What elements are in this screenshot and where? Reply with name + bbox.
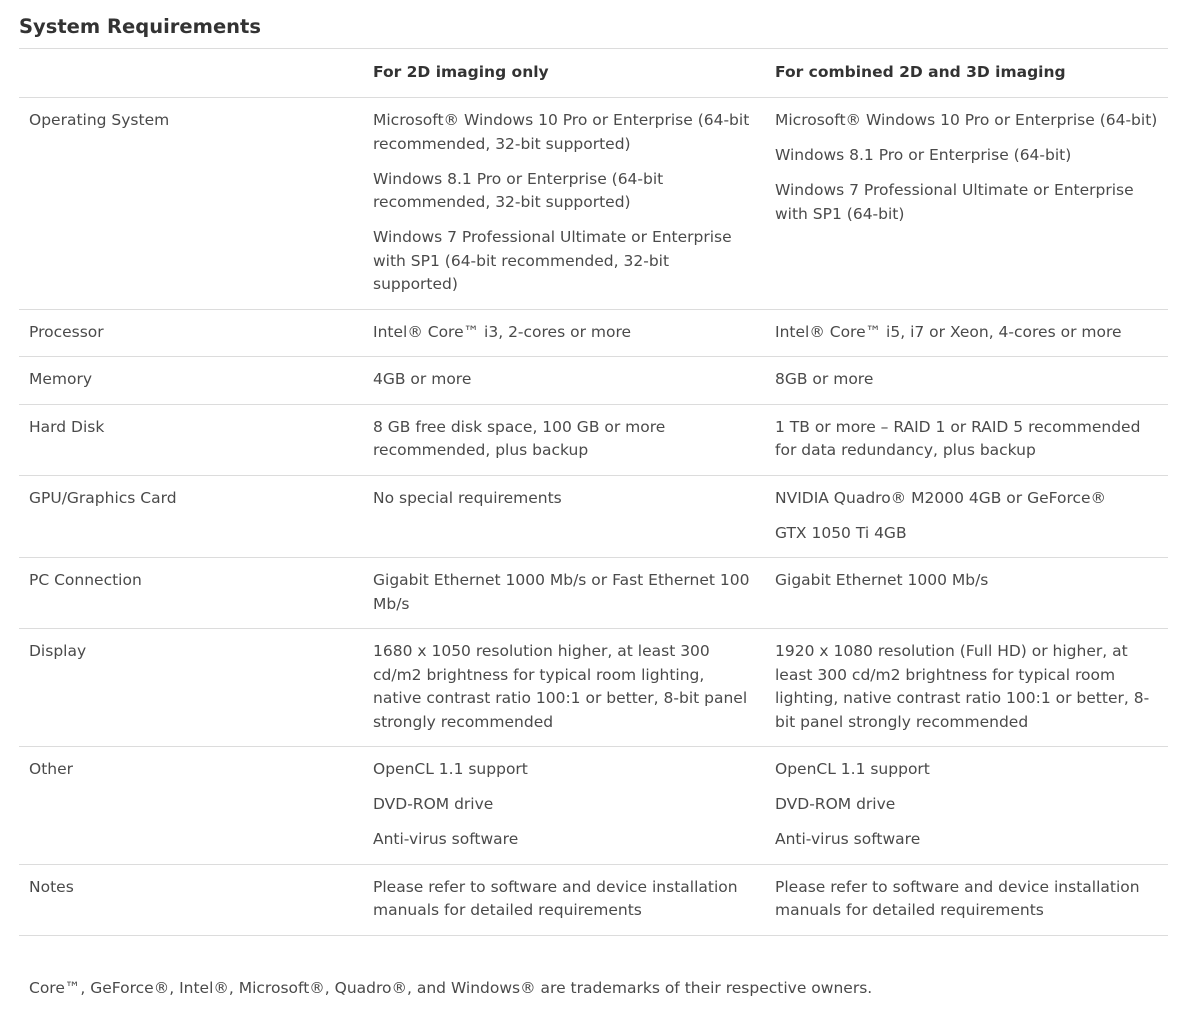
cell-3d — [765, 475, 1168, 558]
table-row — [19, 357, 1168, 405]
cell-line: Anti-virus software — [775, 830, 921, 848]
cell-line: NVIDIA Quadro® M2000 4GB or GeForce® — [775, 488, 1107, 507]
cell-2d — [363, 747, 765, 865]
cell-line: Windows 7 Professional Ultimate or Enterprise with SP1 (64-bit recommended, 32-bit supported) — [373, 228, 732, 293]
cell-line: Microsoft® Windows 10 Pro or Enterprise (64-bit recommended, 32-bit supported) — [373, 111, 750, 153]
table-header-row — [19, 49, 1168, 98]
cell-line: DVD-ROM drive — [775, 795, 896, 813]
cell-2d — [363, 475, 765, 558]
table-row — [19, 475, 1168, 558]
column-header-3d: For combined 2D and 3D imaging — [765, 49, 1168, 98]
cell-3d — [765, 558, 1168, 629]
cell-3d — [765, 309, 1168, 357]
cell-2d — [363, 558, 765, 629]
cell-3d — [765, 404, 1168, 475]
section-title: System Requirements — [19, 15, 261, 38]
trademark-footnote: Core™, GeForce®, Intel®, Microsoft®, Quadro®, and Windows® are trademarks of their respective owners. — [29, 979, 873, 997]
cell-line: GTX 1050 Ti 4GB — [775, 523, 907, 542]
cell-line: 1680 x 1050 resolution higher, at least 300 cd/m2 brightness for typical room lighting, native contrast ratio 100:1 or better, 8-bit panel strongly recommended — [373, 642, 748, 731]
cell-line: 4GB or more — [373, 370, 472, 388]
table-row — [19, 629, 1168, 747]
cell-3d — [765, 357, 1168, 405]
table-row — [19, 309, 1168, 357]
column-header-feature — [19, 49, 363, 98]
cell-line: 1 TB or more – RAID 1 or RAID 5 recommended for data redundancy, plus backup — [775, 417, 1141, 459]
cell-2d — [363, 357, 765, 405]
cell-line: Windows 8.1 Pro or Enterprise (64-bit) — [775, 146, 1072, 164]
row-label: Processor — [19, 309, 363, 357]
cell-line: Gigabit Ethernet 1000 Mb/s — [775, 571, 989, 589]
cell-3d — [765, 629, 1168, 747]
row-label: Notes — [19, 864, 363, 935]
cell-3d — [765, 98, 1168, 310]
cell-line: Please refer to software and device installation manuals for detailed requirements — [373, 877, 738, 919]
table-row — [19, 558, 1168, 629]
row-label: PC Connection — [19, 558, 363, 629]
cell-3d — [765, 747, 1168, 865]
cell-line: Anti-virus software — [373, 830, 519, 848]
cell-line: Windows 8.1 Pro or Enterprise (64-bit recommended, 32-bit supported) — [373, 169, 664, 211]
row-label: Display — [19, 629, 363, 747]
cell-2d — [363, 629, 765, 747]
row-label: Other — [19, 747, 363, 865]
cell-line: No special requirements — [373, 488, 562, 507]
cell-line: 8GB or more — [775, 370, 874, 388]
row-label: Hard Disk — [19, 404, 363, 475]
column-header-2d: For 2D imaging only — [363, 49, 765, 98]
cell-line: OpenCL 1.1 support — [373, 760, 528, 778]
cell-line: Please refer to software and device installation manuals for detailed requirements — [775, 877, 1140, 919]
cell-2d — [363, 864, 765, 935]
cell-line: DVD-ROM drive — [373, 795, 494, 813]
table-row — [19, 747, 1168, 865]
row-label: Memory — [19, 357, 363, 405]
cell-line: 8 GB free disk space, 100 GB or more recommended, plus backup — [373, 417, 666, 459]
cell-2d — [363, 309, 765, 357]
cell-line: Intel® Core™ i3, 2-cores or more — [373, 322, 632, 341]
table-row — [19, 404, 1168, 475]
table-row — [19, 864, 1168, 935]
row-label: Operating System — [19, 98, 363, 310]
cell-line: Windows 7 Professional Ultimate or Enterprise with SP1 (64-bit) — [775, 181, 1134, 223]
cell-line: 1920 x 1080 resolution (Full HD) or higher, at least 300 cd/m2 brightness for typical room lighting, native contrast ratio 100:1 or better, 8-bit panel strongly recommended — [775, 642, 1150, 731]
cell-2d — [363, 98, 765, 310]
cell-3d — [765, 864, 1168, 935]
cell-2d — [363, 404, 765, 475]
cell-line: Intel® Core™ i5, i7 or Xeon, 4-cores or more — [775, 322, 1122, 341]
table-row — [19, 98, 1168, 310]
cell-line: Microsoft® Windows 10 Pro or Enterprise (64-bit) — [775, 111, 1158, 129]
cell-line: OpenCL 1.1 support — [775, 760, 930, 778]
row-label: GPU/Graphics Card — [19, 475, 363, 558]
cell-line: Gigabit Ethernet 1000 Mb/s or Fast Ethernet 100 Mb/s — [373, 571, 750, 613]
requirements-table — [19, 48, 1168, 936]
